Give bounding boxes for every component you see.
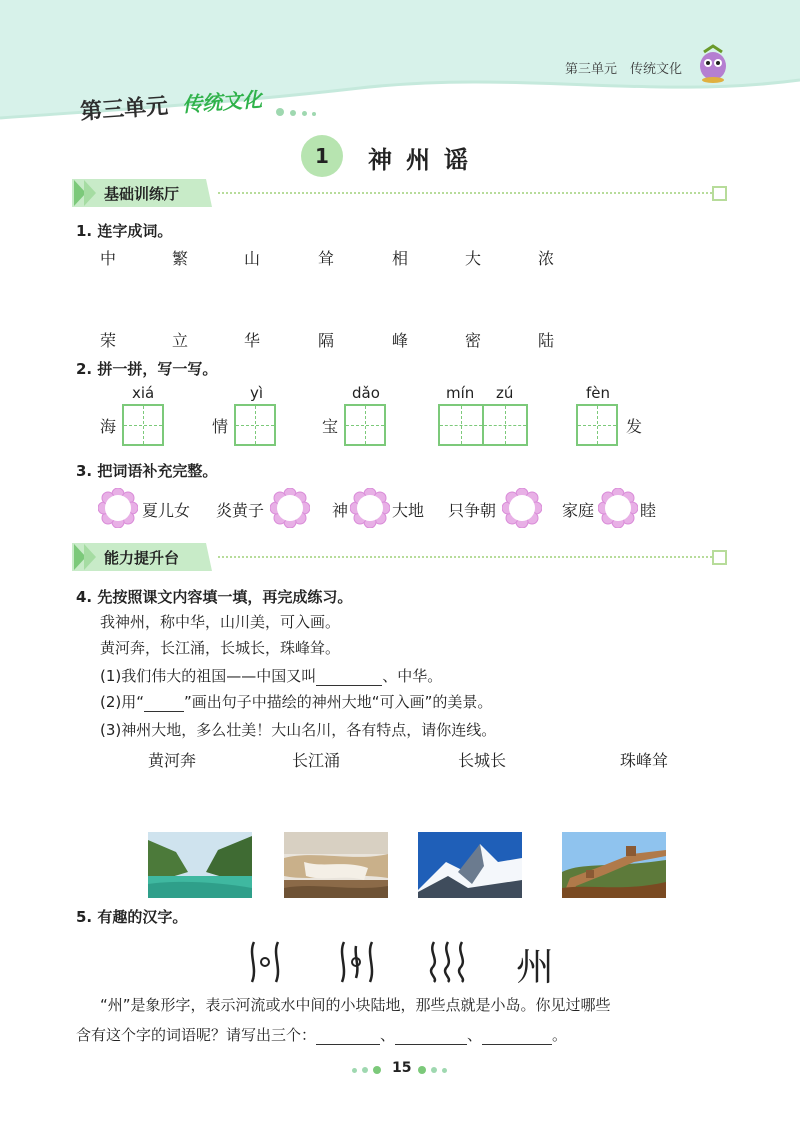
lesson-title: 神州谣 — [368, 145, 482, 174]
ancient-zhou-glyph-2 — [336, 938, 380, 984]
match-option[interactable]: 长江涌 — [292, 751, 341, 770]
decor-dot — [290, 110, 296, 116]
decor-dot — [302, 111, 307, 116]
modern-zhou-char: 州 — [516, 945, 555, 989]
answer-blank[interactable] — [482, 1028, 552, 1045]
idiom-part: 大地 — [392, 501, 425, 520]
section-divider — [218, 556, 712, 558]
section-title-advanced: 能力提升台 — [104, 549, 180, 567]
writing-box[interactable] — [344, 404, 386, 446]
photo-everest[interactable] — [418, 832, 522, 898]
word-char: 海 — [100, 417, 117, 436]
word-char: 发 — [626, 417, 643, 436]
line-symbol — [144, 695, 184, 712]
char-option[interactable]: 华 — [244, 331, 261, 350]
writing-box[interactable] — [122, 404, 164, 446]
idiom-part: 神 — [332, 501, 349, 520]
idiom-part: 炎黄子 — [216, 501, 265, 520]
idiom-part: 睦 — [640, 501, 657, 520]
question-1-title: 1. 连字成词。 — [76, 222, 173, 240]
subquestion-text: (2)用“ — [100, 693, 145, 711]
char-option[interactable]: 相 — [392, 249, 409, 268]
pinyin: dǎo — [352, 384, 380, 402]
ancient-zhou-glyph-1 — [244, 938, 288, 984]
mascot-icon — [694, 44, 732, 84]
photo-great-wall[interactable] — [562, 832, 666, 898]
subquestion-1 — [100, 665, 442, 686]
char-option[interactable]: 中 — [100, 249, 117, 268]
poem-line: 我神州，称中华，山川美，可入画。 — [100, 613, 341, 631]
subquestion-3: (3)神州大地，多么壮美！大山名川，各有特点，请你连线。 — [100, 721, 497, 739]
decor-dot — [442, 1068, 447, 1073]
char-option[interactable]: 荣 — [100, 331, 117, 350]
separator: 、 — [467, 1026, 483, 1044]
answer-blank[interactable] — [395, 1028, 467, 1045]
writing-box[interactable] — [234, 404, 276, 446]
char-option[interactable]: 浓 — [538, 249, 555, 268]
page-number: 15 — [392, 1060, 412, 1076]
running-head: 第三单元 传统文化 — [564, 62, 682, 77]
match-option[interactable]: 长城长 — [458, 751, 507, 770]
q5-text-line-2 — [76, 1024, 567, 1045]
photo-yellow-river[interactable] — [284, 832, 388, 898]
q5-text-line-1: “州”是象形字，表示河流或水中间的小块陆地，那些点就是小岛。你见过哪些 — [100, 996, 611, 1014]
pinyin: mín — [446, 384, 475, 402]
poem-line: 黄河奔，长江涌，长城长，珠峰耸。 — [100, 639, 341, 657]
subquestion-text: ”画出句子中描绘的神州大地“可入画”的美景。 — [184, 693, 493, 711]
idiom-part: 只争朝 — [448, 501, 497, 520]
ancient-zhou-glyph-3 — [426, 938, 470, 984]
flower-blank[interactable] — [598, 488, 638, 528]
match-option[interactable]: 珠峰耸 — [620, 751, 669, 770]
unit-theme: 传统文化 — [181, 87, 263, 117]
decor-dot — [352, 1068, 357, 1073]
separator: 、 — [380, 1026, 396, 1044]
decor-dot — [276, 108, 284, 116]
char-option[interactable]: 密 — [465, 331, 482, 350]
pinyin: xiá — [132, 384, 155, 402]
char-option[interactable]: 隔 — [318, 331, 335, 350]
word-char: 宝 — [322, 417, 339, 436]
match-option[interactable]: 黄河奔 — [148, 751, 197, 770]
lesson-number: 1 — [301, 135, 343, 177]
word-char: 情 — [212, 417, 229, 436]
decor-dot — [418, 1066, 426, 1074]
flower-blank[interactable] — [350, 488, 390, 528]
flower-blank[interactable] — [98, 488, 138, 528]
period: 。 — [552, 1026, 568, 1044]
subquestion-2 — [100, 691, 492, 712]
unit-label: 第三单元 — [79, 93, 169, 126]
flower-blank[interactable] — [502, 488, 542, 528]
decor-dot — [362, 1067, 368, 1073]
divider-end-square — [712, 550, 727, 565]
char-option[interactable]: 繁 — [172, 249, 189, 268]
answer-blank[interactable] — [316, 1028, 380, 1045]
pinyin: yì — [250, 384, 264, 402]
photo-yangtze-gorge[interactable] — [148, 832, 252, 898]
writing-box[interactable] — [576, 404, 618, 446]
char-option[interactable]: 陆 — [538, 331, 555, 350]
subquestion-text: 、中华。 — [382, 667, 443, 685]
question-3-title: 3. 把词语补充完整。 — [76, 462, 218, 480]
decor-dot — [312, 112, 316, 116]
char-option[interactable]: 大 — [465, 249, 482, 268]
decor-dot — [431, 1067, 437, 1073]
writing-box[interactable] — [438, 404, 484, 446]
idiom-part: 夏儿女 — [142, 501, 191, 520]
char-option[interactable]: 耸 — [318, 249, 335, 268]
char-option[interactable]: 立 — [172, 331, 189, 350]
writing-box[interactable] — [482, 404, 528, 446]
question-5-title: 5. 有趣的汉字。 — [76, 908, 188, 926]
subquestion-text: (1)我们伟大的祖国——中国又叫 — [100, 667, 317, 685]
flower-blank[interactable] — [270, 488, 310, 528]
char-option[interactable]: 峰 — [392, 331, 409, 350]
divider-end-square — [712, 186, 727, 201]
pinyin: fèn — [586, 384, 611, 402]
pinyin: zú — [496, 384, 514, 402]
decor-dot — [373, 1066, 381, 1074]
section-divider — [218, 192, 712, 194]
question-2-title: 2. 拼一拼，写一写。 — [76, 360, 218, 378]
section-title-basic: 基础训练厅 — [104, 185, 180, 203]
question-4-title: 4. 先按照课文内容填一填，再完成练习。 — [76, 588, 353, 606]
answer-blank[interactable] — [316, 669, 382, 686]
idiom-part: 家庭 — [562, 501, 595, 520]
char-option[interactable]: 山 — [244, 249, 261, 268]
q5-prompt: 含有这个字的词语呢？请写出三个： — [76, 1026, 317, 1044]
